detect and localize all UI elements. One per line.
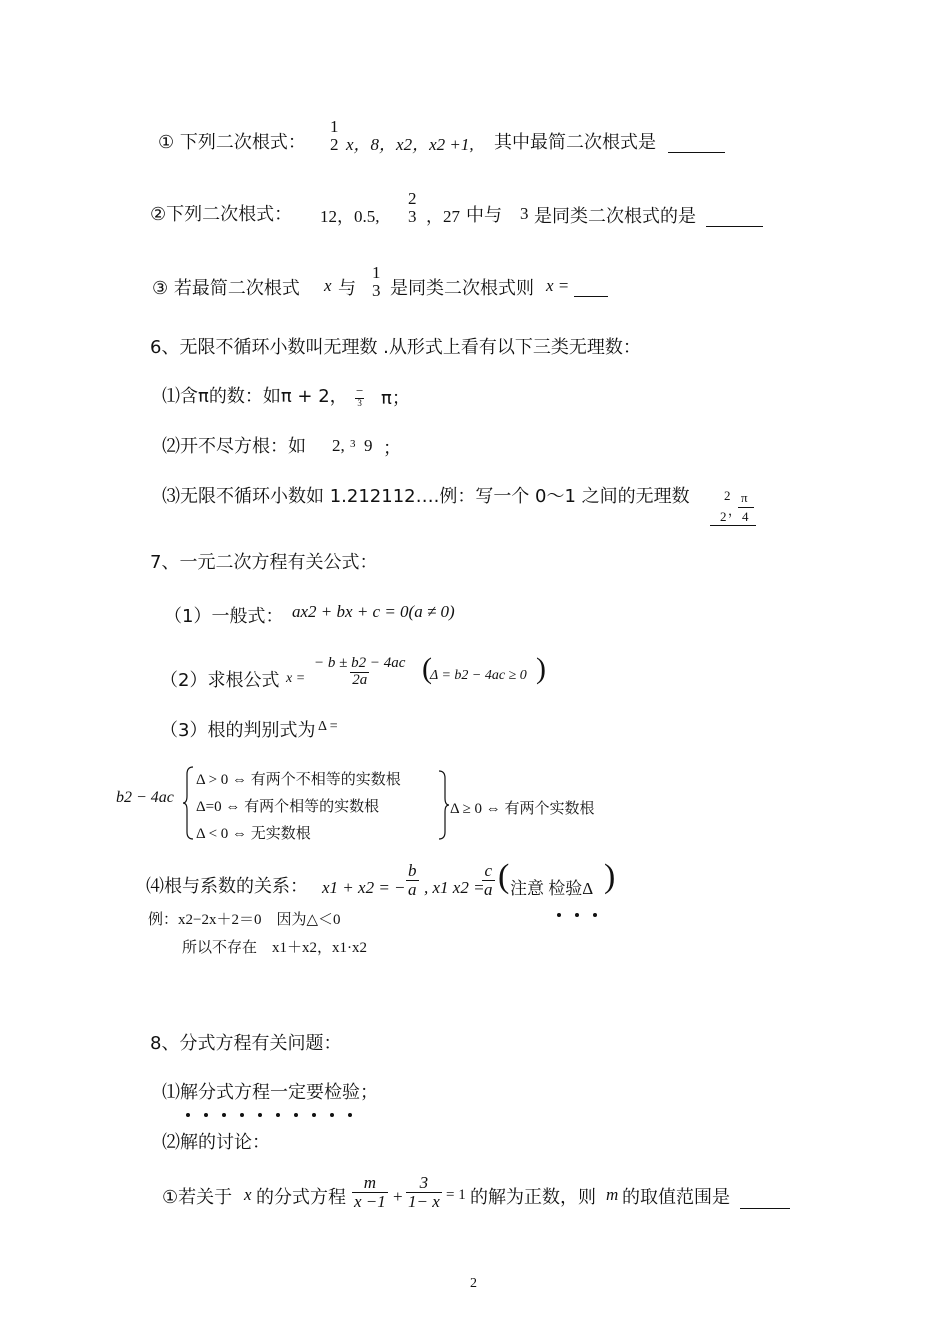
s7-f4-a2: a <box>484 879 493 899</box>
s8-q1-d: 的取值范围是 <box>622 1187 730 1208</box>
q3-label: ③ 若最简二次根式 <box>152 278 300 299</box>
q3-frac-den: 3 <box>372 280 381 300</box>
s7-f1-formula: ax2 + bx + c = 0(a ≠ 0) <box>292 602 455 621</box>
emphasis-dot <box>312 1113 316 1117</box>
s8-p1: ⑴解分式方程一定要检验； <box>162 1082 378 1103</box>
q2-tail: 是同类二次根式的是 <box>534 206 696 227</box>
s6-p1-end: π； <box>381 388 410 409</box>
s8-q1-eq: = 1 <box>446 1187 466 1203</box>
s6-p2: ⑵开不尽方根：如 <box>162 436 306 457</box>
disc-case-negative: Δ < 0 ⇔ 无实数根 <box>196 826 311 842</box>
s8-q1-f2-num: 3 <box>419 1173 429 1192</box>
s7-f2-den: 2a <box>352 671 368 688</box>
emphasis-dot <box>276 1113 280 1117</box>
q2-frac-den: 3 <box>408 206 417 226</box>
s7-f4-frac-b <box>406 862 419 899</box>
s7-f2-paren-open: ( <box>422 652 432 685</box>
s8-q1-f2-den: 1− x <box>408 1191 440 1211</box>
emphasis-dot <box>204 1113 208 1117</box>
s8-q1-b: 的分式方程 <box>256 1187 346 1208</box>
s8-q1-fraction-1 <box>352 1174 388 1211</box>
s8-q1-c: 的解为正数，则 <box>470 1187 596 1208</box>
emphasis-dot <box>258 1113 262 1117</box>
q2-answer-blank[interactable] <box>706 224 763 227</box>
s8-q1-plus: + <box>393 1187 403 1206</box>
s7-f1-label: （1）一般式： <box>164 606 284 627</box>
left-brace <box>183 766 195 840</box>
s7-f4-a: a <box>408 879 417 899</box>
q2-items-b: ，27 <box>426 207 460 226</box>
s7-f4-frac-c <box>482 862 495 899</box>
page-number: 2 <box>470 1276 477 1291</box>
q3-answer-blank[interactable] <box>574 294 608 297</box>
emphasis-dot <box>330 1113 334 1117</box>
s7-f2-fraction <box>312 656 407 689</box>
q1-items: x，8，x2，x2 +1, <box>346 135 474 154</box>
s6-p2-end: ； <box>383 438 401 459</box>
s6-p1-frac-sign: − <box>356 383 364 398</box>
q1-label: ① 下列二次根式： <box>158 132 306 153</box>
s6-p3-comma: ， <box>728 503 742 518</box>
s7-f4-label: ⑷根与系数的关系： <box>146 876 308 897</box>
s7-f4-emphasis-dots <box>557 902 597 921</box>
s6-p1: ⑴含π的数：如π + 2， <box>162 386 348 407</box>
s6-p2-nine: 9 <box>364 436 373 455</box>
s6-p1-fraction <box>354 384 365 408</box>
emphasis-dot <box>186 1113 190 1117</box>
s8-p2: ⑵解的讨论： <box>162 1132 270 1153</box>
s7-f3-sym: Δ = <box>318 719 338 734</box>
s7-f3-label: （3）根的判别式为 <box>160 720 316 741</box>
disc-case-positive: Δ > 0 ⇔ 有两个不相等的实数根 <box>196 772 401 788</box>
s8-q1-m: m <box>606 1185 619 1204</box>
section-7-title: 7、一元二次方程有关公式： <box>150 552 378 573</box>
s6-p2-index: 3 <box>350 438 356 450</box>
s8-q1-x: x <box>244 1185 252 1204</box>
s6-p3-pi-fraction-bar <box>738 507 754 508</box>
s7-f4-note: 注意 检验Δ <box>510 879 594 898</box>
s6-p3-pi: π <box>741 490 748 505</box>
s6-p3-underline <box>710 525 756 526</box>
s8-q1-fraction-2 <box>406 1174 442 1211</box>
s7-f2-x: x = <box>286 671 306 686</box>
s8-q1-a: ①若关于 <box>162 1187 233 1208</box>
s7-example-line-2: 所以不存在 x1＋x2，x1·x2 <box>182 940 367 956</box>
q3-xeq: x = <box>546 276 570 295</box>
emphasis-dot <box>557 913 561 917</box>
s8-q1-answer-blank[interactable] <box>740 1206 790 1209</box>
q3-fraction <box>370 264 383 300</box>
emphasis-dot <box>240 1113 244 1117</box>
emphasis-dot <box>222 1113 226 1117</box>
q3-frac-num: 1 <box>372 263 381 282</box>
disc-case-zero: Δ=0 ⇔ 有两个相等的实数根 <box>196 799 380 815</box>
s8-q1-f1-num: m <box>363 1173 377 1192</box>
q2-mid: 中与 <box>466 205 502 226</box>
q3-tail: 是同类二次根式则 <box>390 278 534 299</box>
q1-answer-blank[interactable] <box>668 150 725 153</box>
q1-tail: 其中最简二次根式是 <box>494 132 656 153</box>
q2-three: 3 <box>520 204 529 223</box>
right-brace <box>438 770 450 840</box>
s6-p2-vals: 2, <box>332 436 345 455</box>
s6-p3-b: 2 <box>720 509 727 524</box>
s7-f2-label: （2）求根公式 <box>160 670 280 691</box>
s7-example-line-1: 例：x2−2x＋2＝0 因为△＜0 <box>148 912 341 928</box>
q1-fraction <box>328 118 341 154</box>
q1-frac-num: 1 <box>330 117 339 136</box>
discriminant-expression: b2 − 4ac <box>116 789 174 806</box>
s7-f2-paren-close: ) <box>536 652 546 685</box>
s7-f4-b: b <box>408 861 417 880</box>
emphasis-dot <box>348 1113 352 1117</box>
s7-f4-prod: , x1 x2 = <box>424 878 485 897</box>
s6-p1-frac-den: 3 <box>357 397 362 408</box>
q1-frac-den: 2 <box>330 134 339 154</box>
q2-label: ②下列二次根式： <box>150 204 293 225</box>
q2-fraction <box>406 190 419 226</box>
s7-f2-cond: Δ = b2 − 4ac ≥ 0 <box>430 668 527 683</box>
s8-q1-f1-den: x −1 <box>354 1191 386 1211</box>
s7-f4-paren-open: ( <box>498 858 510 895</box>
emphasis-dot <box>575 913 579 917</box>
s7-f4-paren-close: ) <box>604 858 616 895</box>
s6-p3-a: 2 <box>724 488 731 503</box>
q3-x: x <box>324 276 332 295</box>
s7-f2-num: − b ± b2 − 4ac <box>314 655 406 671</box>
q2-items-a: 12，0.5, <box>320 207 380 226</box>
emphasis-dot <box>294 1113 298 1117</box>
s7-f4-c: c <box>484 861 493 880</box>
emphasis-dot <box>593 913 597 917</box>
s8-p1-emphasis-dots <box>186 1102 352 1121</box>
section-8-title: 8、分式方程有关问题： <box>150 1033 342 1054</box>
s6-p3-four: 4 <box>742 509 749 524</box>
s6-p3: ⑶无限不循环小数如 1.212112….例：写一个 0～1 之间的无理数 <box>162 486 690 507</box>
section-6-title: 6、无限不循环小数叫无理数 .从形式上看有以下三类无理数： <box>150 337 641 358</box>
q3-with: 与 <box>338 278 356 299</box>
disc-combined: Δ ≥ 0 ⇔ 有两个实数根 <box>450 801 595 817</box>
q2-frac-num: 2 <box>408 189 417 208</box>
s7-f4-sum: x1 + x2 = − <box>322 878 406 897</box>
